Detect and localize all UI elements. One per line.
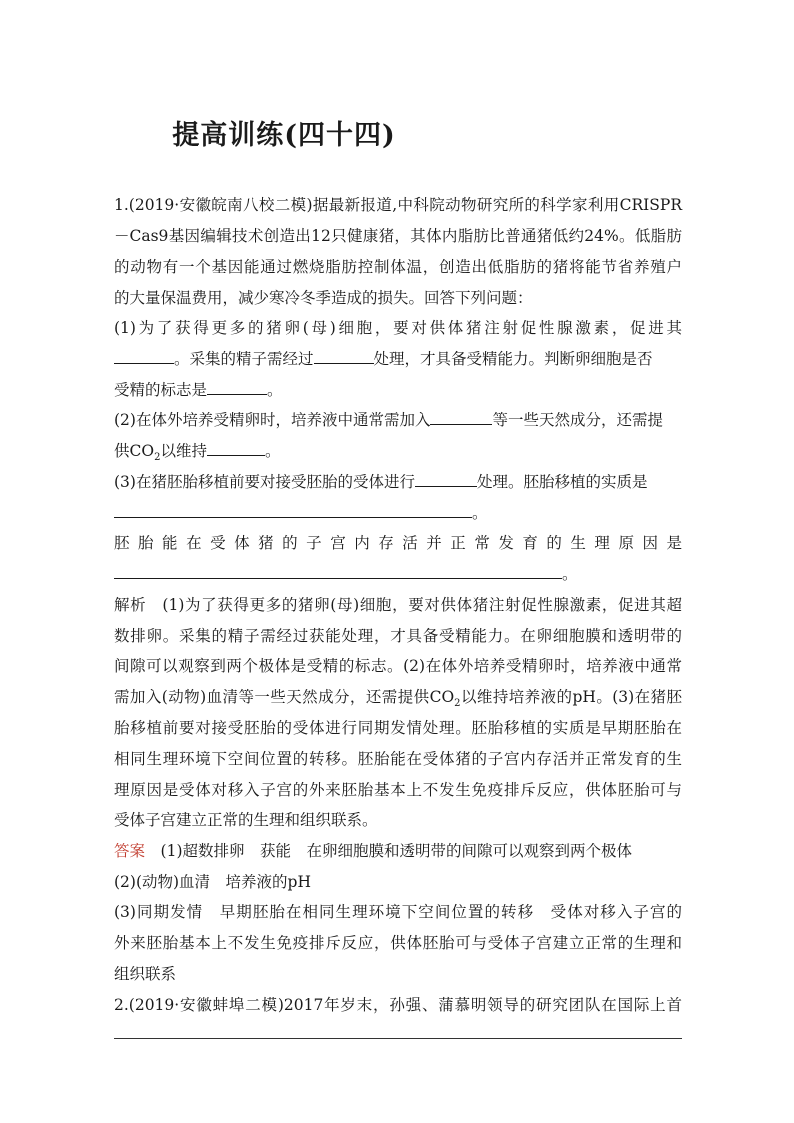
answer-blank[interactable] bbox=[114, 349, 174, 364]
analysis-label: 解析 bbox=[114, 596, 147, 614]
q1-line-3: 的动物有一个基因能通过燃烧脂肪控制体温，创造出低脂肪的猪将能节省养殖户 bbox=[114, 258, 682, 276]
answer-blank[interactable] bbox=[430, 410, 492, 425]
q1-line-2: －Cas9基因编辑技术创造出12只健康猪，其体内脂肪比普通猪低约24%。低脂肪 bbox=[114, 227, 682, 245]
analysis-line-5: 胎移植前要对接受胚胎的受体进行同期发情处理。胚胎移植的实质是早期胚胎在 bbox=[114, 719, 682, 737]
q1-part1-line-3: 受精的标志是 。 bbox=[114, 381, 283, 399]
q1-part3-line-3: 胚胎能在受体猪的子宫内存活并正常发育的生理原因是 bbox=[114, 534, 682, 552]
analysis-line-6: 相同生理环境下空间位置的转移。胚胎能在受体猪的子宫内存活并正常发育的生 bbox=[114, 750, 682, 768]
answer-line-2: (2)(动物)血清 培养液的pH bbox=[114, 873, 311, 891]
analysis-line-4: 需加入(动物)血清等一些天然成分，还需提供$CO_2$以维持培养液的pH。(3)在猪胚 bbox=[114, 688, 682, 710]
answer-blank[interactable] bbox=[314, 349, 374, 364]
answer-blank[interactable] bbox=[207, 441, 265, 456]
answer-line-4: 外来胚胎基本上不发生免疫排斥反应，供体胚胎可与受体子宫建立正常的生理和 bbox=[114, 934, 682, 952]
answer-line-1: 答案 (1)超数排卵 获能 在卵细胞膜和透明带的间隙可以观察到两个极体 bbox=[114, 842, 632, 860]
q1-line-1: 1.(2019·安徽皖南八校二模)据最新报道,中科院动物研究所的科学家利用CRISPR bbox=[114, 196, 682, 214]
answer-blank[interactable] bbox=[207, 380, 267, 395]
answer-label: 答案 bbox=[114, 842, 146, 860]
analysis-line-1: 解析 (1)为了获得更多的猪卵(母)细胞，要对供体猪注射促性腺激素，促进其超 bbox=[114, 596, 682, 614]
answer-blank[interactable] bbox=[415, 472, 477, 487]
q1-part1-line-2: 。采集的精子需经过 处理，才具备受精能力。判断卵细胞是否 bbox=[114, 349, 682, 369]
q1-part3-line-4: 。 bbox=[114, 564, 682, 584]
q1-part1-line-1: (1)为了获得更多的猪卵(母)细胞，要对供体猪注射促性腺激素，促进其 bbox=[114, 319, 682, 337]
answer-blank[interactable] bbox=[114, 503, 472, 518]
analysis-line-3: 间隙可以观察到两个极体是受精的标志。(2)在体外培养受精卵时，培养液中通常 bbox=[114, 657, 682, 675]
q1-part2-line-2: 供$CO_2$以维持 。 bbox=[114, 442, 281, 464]
answer-line-3: (3)同期发情 早期胚胎在相同生理环境下空间位置的转移 受体对移入子宫的 bbox=[114, 903, 682, 921]
q2-line-1: 2.(2019·安徽蚌埠二模)2017年岁末，孙强、蒲慕明领导的研究团队在国际上首 bbox=[114, 996, 682, 1014]
q1-part3-line-1: (3)在猪胚胎移植前要对接受胚胎的受体进行 处理。胚胎移植的实质是 bbox=[114, 473, 648, 491]
analysis-line-7: 理原因是受体对移入子宫的外来胚胎基本上不发生免疫排斥反应，供体胚胎可与 bbox=[114, 781, 682, 799]
page-title: 提高训练(四十四) bbox=[172, 120, 396, 151]
answer-line-5: 组织联系 bbox=[114, 965, 177, 983]
footer-divider bbox=[114, 1038, 682, 1039]
q1-line-4: 的大量保温费用，减少寒冷冬季造成的损失。回答下列问题： bbox=[114, 289, 533, 307]
q1-part2-line-1: (2)在体外培养受精卵时，培养液中通常需加入 等一些天然成分，还需提 bbox=[114, 411, 663, 429]
analysis-line-2: 数排卵。采集的精子需经过获能处理，才具备受精能力。在卵细胞膜和透明带的 bbox=[114, 627, 682, 645]
q1-part3-line-2: 。 bbox=[114, 503, 682, 523]
answer-blank[interactable] bbox=[114, 564, 562, 579]
analysis-line-8: 受体子宫建立正常的生理和组织联系。 bbox=[114, 811, 378, 829]
